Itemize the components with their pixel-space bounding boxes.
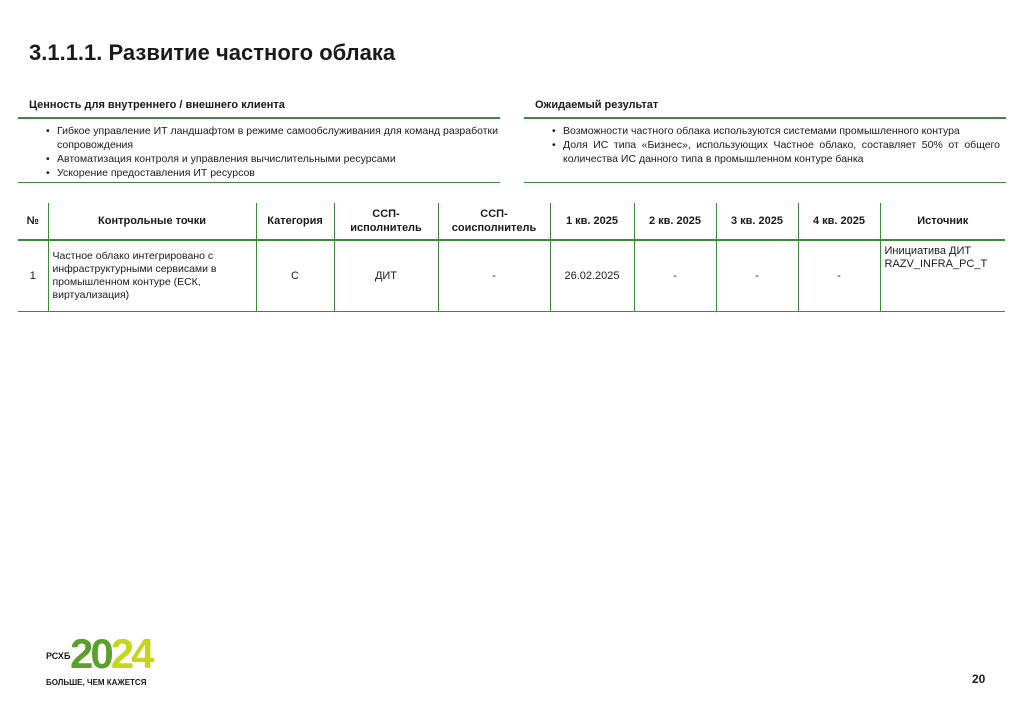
cell-co-executor: - bbox=[438, 240, 550, 312]
list-item: • Доля ИС типа «Бизнес», использующих Частное облако, составляет 50% от общего количества ИС данного типа в промышленном контуре банка bbox=[563, 138, 1006, 166]
logo-year bbox=[70, 632, 151, 676]
logo-tagline: БОЛЬШЕ, ЧЕМ КАЖЕТСЯ bbox=[46, 678, 147, 687]
col-header-q2: 2 кв. 2025 bbox=[634, 203, 716, 240]
col-header-co-executor: ССП-соисполнитель bbox=[438, 203, 550, 240]
list-item: • Ускорение предоставления ИТ ресурсов bbox=[57, 166, 500, 180]
cell-number: 1 bbox=[18, 240, 48, 312]
value-list bbox=[18, 124, 500, 180]
page-title: 3.1.1.1. Развитие частного облака bbox=[29, 40, 396, 65]
col-header-number: № bbox=[18, 203, 48, 240]
value-panel-heading: Ценность для внутреннего / внешнего клиента bbox=[18, 98, 500, 119]
cell-q4: - bbox=[798, 240, 880, 312]
col-header-q3: 3 кв. 2025 bbox=[716, 203, 798, 240]
result-panel-body bbox=[524, 119, 1006, 183]
cell-category: С bbox=[256, 240, 334, 312]
result-panel-heading: Ожидаемый результат bbox=[524, 98, 1006, 119]
result-list bbox=[524, 124, 1006, 166]
table-row bbox=[18, 240, 1005, 312]
checkpoints-table bbox=[18, 203, 1005, 312]
value-panel bbox=[18, 98, 500, 183]
company-logo bbox=[44, 630, 154, 694]
cell-q1: 26.02.2025 bbox=[550, 240, 634, 312]
table-header-row bbox=[18, 203, 1005, 240]
source-code: RAZV_INFRA_PC_T bbox=[884, 258, 988, 270]
cell-executor: ДИТ bbox=[334, 240, 438, 312]
col-header-source: Источник bbox=[880, 203, 1005, 240]
logo-year-part: 24 bbox=[110, 630, 152, 677]
logo-year-part: 20 bbox=[70, 630, 111, 677]
col-header-executor: ССП-исполнитель bbox=[334, 203, 438, 240]
cell-checkpoint: Частное облако интегрировано с инфраструктурными сервисами в промышленном контуре (ЕСК, виртуализация) bbox=[48, 240, 256, 312]
cell-q2: - bbox=[634, 240, 716, 312]
page-number: 20 bbox=[972, 672, 986, 686]
list-item: • Гибкое управление ИТ ландшафтом в режиме самообслуживания для команд разработки сопровождения bbox=[57, 124, 500, 152]
list-item: • Автоматизация контроля и управления вычислительными ресурсами bbox=[57, 152, 500, 166]
value-panel-body bbox=[18, 119, 500, 183]
result-panel bbox=[524, 98, 1006, 183]
cell-source bbox=[880, 240, 1005, 312]
col-header-q4: 4 кв. 2025 bbox=[798, 203, 880, 240]
logo-brand: РСХБ bbox=[46, 651, 71, 661]
col-header-category: Категория bbox=[256, 203, 334, 240]
col-header-q1: 1 кв. 2025 bbox=[550, 203, 634, 240]
source-line: Инициатива ДИТ bbox=[884, 245, 972, 257]
cell-q3: - bbox=[716, 240, 798, 312]
col-header-checkpoints: Контрольные точки bbox=[48, 203, 256, 240]
list-item: • Возможности частного облака используются системами промышленного контура bbox=[563, 124, 1006, 138]
